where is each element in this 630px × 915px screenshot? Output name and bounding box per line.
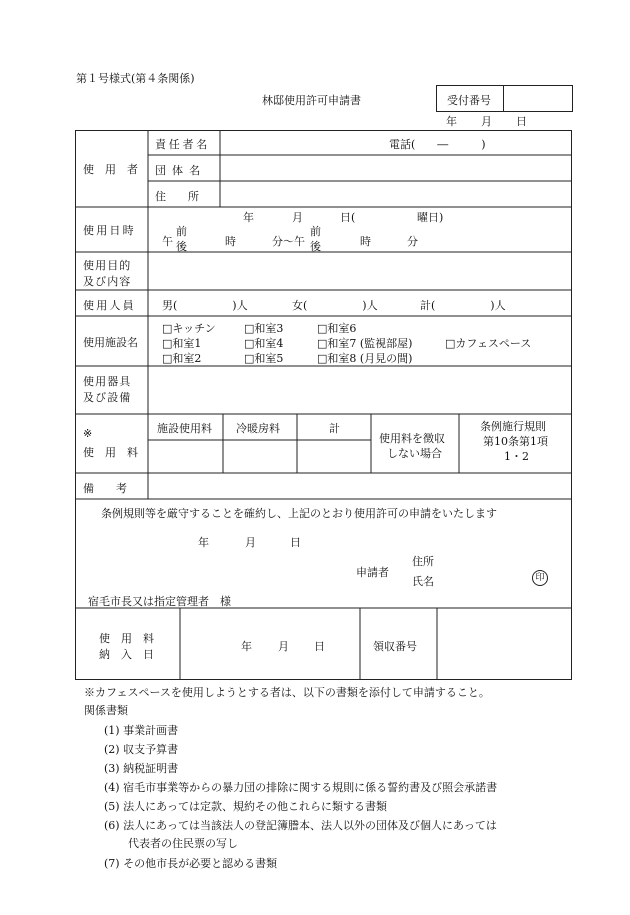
group-name-label: 団体名 [155, 164, 207, 177]
fee-exempt-line2: しない場合 [387, 447, 442, 460]
user-label: 使 用 者 [83, 163, 138, 176]
pm-option-1[interactable]: 後 [176, 240, 187, 253]
use-year: 年 [243, 211, 254, 224]
purpose-label-line1: 使用目的 [83, 259, 132, 272]
list-item: (7) その他市長が必要と認める書類 [104, 857, 278, 870]
minute-2: 分 [407, 235, 418, 248]
address-label: 住 所 [155, 190, 199, 203]
seal-mark: 印 [532, 570, 548, 586]
fee-col-aircon: 冷暖房料 [236, 422, 280, 435]
facility-checkbox-washitsu4[interactable]: □和室4 [244, 337, 284, 350]
headcount-label: 使用人員 [83, 299, 136, 312]
use-weekday: 曜日) [417, 211, 444, 224]
equipment-label-line1: 使用器具 [83, 375, 132, 388]
notes-heading: 関係書類 [84, 704, 128, 717]
remarks-label: 備 考 [83, 482, 127, 495]
fee-aircon-field[interactable] [224, 441, 296, 473]
receipt-number-label: 受付番号 [447, 94, 491, 107]
am-pm-prefix-1: 午 [162, 235, 173, 248]
receipt-number-field[interactable] [504, 86, 572, 111]
use-day: 日( [340, 211, 356, 224]
payment-month: 月 [278, 640, 289, 653]
header-day: 日 [516, 115, 527, 128]
list-item: (2) 収支予算書 [104, 743, 179, 756]
applicant-label: 申請者 [356, 566, 389, 579]
fee-exempt-line1: 使用料を徴収 [379, 432, 445, 445]
facility-checkbox-washitsu1[interactable]: □和室1 [162, 337, 202, 350]
am-option-2[interactable]: 前 [310, 225, 321, 238]
fee-col-facility: 施設使用料 [157, 422, 212, 435]
facility-checkbox-washitsu2[interactable]: □和室2 [162, 352, 202, 365]
hour-1: 時 [225, 235, 236, 248]
declaration-name-label: 氏名 [412, 575, 434, 588]
facility-checkbox-washitsu8[interactable]: □和室8 (月見の間) [317, 352, 413, 365]
header-year: 年 [446, 115, 457, 128]
payment-year: 年 [241, 640, 252, 653]
declaration-year: 年 [198, 536, 209, 549]
purpose-field[interactable] [149, 253, 571, 290]
facilities-label: 使用施設名 [83, 336, 138, 349]
fee-total-field[interactable] [298, 441, 370, 473]
form-number: 第１号様式(第４条関係) [76, 72, 195, 85]
fee-label: 使 用 料 [83, 446, 138, 459]
application-table [75, 130, 572, 680]
receipt-label: 領収番号 [373, 640, 417, 653]
facility-checkbox-washitsu3[interactable]: □和室3 [244, 322, 284, 335]
facility-checkbox-washitsu5[interactable]: □和室5 [244, 352, 284, 365]
payment-day: 日 [314, 640, 325, 653]
payment-label-line1: 使 用 料 [99, 632, 154, 645]
list-item: (1) 事業計画書 [104, 724, 179, 737]
responsible-name-label: 責任者名 [155, 138, 210, 151]
remarks-field[interactable] [149, 474, 571, 499]
list-item: (4) 宿毛市事業等からの暴力団の排除に関する規則に係る誓約書及び照会承諾書 [104, 781, 498, 794]
fee-facility-field[interactable] [149, 441, 222, 473]
fee-col-total: 計 [329, 422, 340, 435]
declaration-text: 条例規則等を厳守することを確約し、上記のとおり使用許可の申請をいたします [101, 507, 497, 520]
fee-rule-line3: 1・2 [504, 450, 529, 463]
receipt-number-box [436, 85, 573, 112]
male-count[interactable]: 男( )人 [162, 299, 248, 312]
total-count[interactable]: 計( )人 [420, 299, 506, 312]
minute-1: 分～午 [272, 235, 305, 248]
payment-label-line2: 納 入 日 [99, 648, 154, 661]
declaration-day: 日 [290, 536, 301, 549]
equipment-label-line2: 及び設備 [83, 391, 132, 404]
header-month: 月 [481, 115, 492, 128]
list-item: (3) 納税証明書 [104, 762, 179, 775]
facility-checkbox-cafe-space[interactable]: □カフェスペース [445, 337, 532, 350]
equipment-field[interactable] [149, 367, 571, 414]
fee-rule-line2: 第10条第1項 [483, 435, 548, 448]
notes-intro: ※カフェスペースを使用しようとする者は、以下の書類を添付して申請すること。 [84, 686, 490, 699]
group-name-field[interactable] [221, 156, 571, 181]
female-count[interactable]: 女( )人 [292, 299, 378, 312]
facility-checkbox-washitsu6[interactable]: □和室6 [317, 322, 357, 335]
address-field[interactable] [221, 182, 571, 207]
list-item-continuation: 代表者の住民票の写し [128, 837, 238, 850]
purpose-label-line2: 及び内容 [83, 275, 132, 288]
phone-label: 電話( ― ) [389, 138, 486, 151]
use-datetime-label: 使用日時 [83, 224, 136, 237]
declaration-month: 月 [245, 536, 256, 549]
facility-checkbox-kitchen[interactable]: □キッチン [162, 322, 216, 335]
am-option-1[interactable]: 前 [176, 225, 187, 238]
list-item: (5) 法人にあっては定款、規約その他これらに類する書類 [104, 800, 387, 813]
receipt-field[interactable] [438, 609, 571, 679]
declaration-address-label: 住所 [412, 555, 434, 568]
fee-rule-line1: 条例施行規則 [480, 420, 546, 433]
list-item: (6) 法人にあっては当該法人の登記簿謄本、法人以外の団体及び個人にあっては [104, 819, 497, 832]
use-month: 月 [292, 211, 303, 224]
form-title: 林邸使用許可申請書 [262, 94, 361, 107]
addressee: 宿毛市長又は指定管理者 様 [88, 595, 231, 608]
fee-mark: ※ [83, 427, 93, 440]
pm-option-2[interactable]: 後 [310, 240, 321, 253]
hour-2: 時 [360, 235, 371, 248]
facility-checkbox-washitsu7[interactable]: □和室7 (監視部屋) [317, 337, 413, 350]
